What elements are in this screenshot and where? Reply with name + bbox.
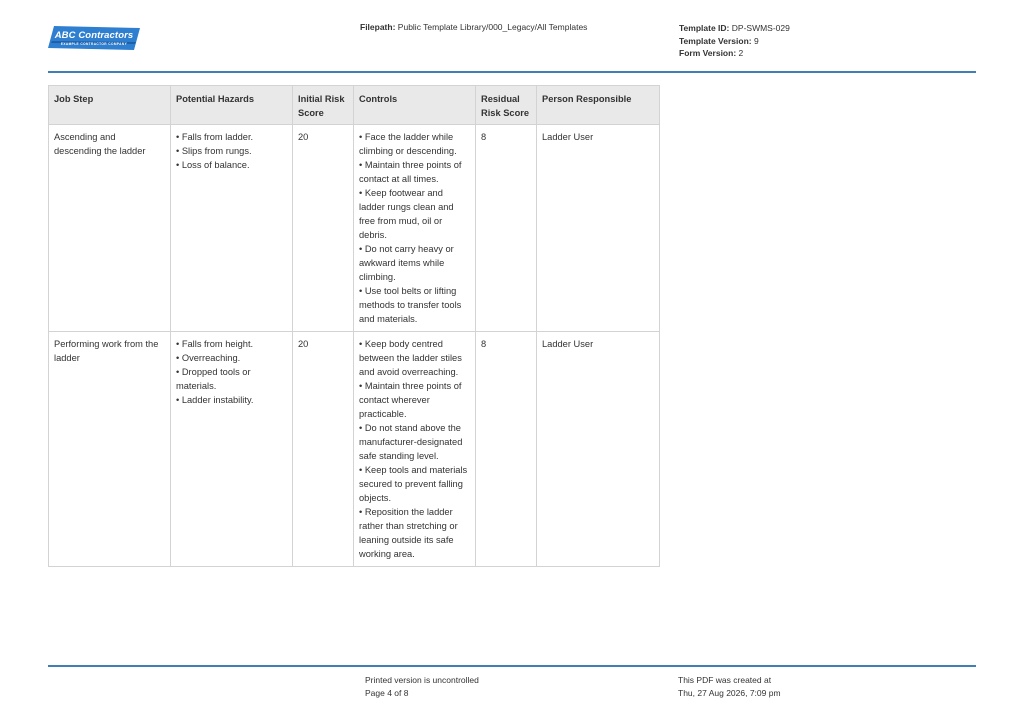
table-row [49,125,660,332]
control-item: • Maintain three points of contact wherever practicable. [359,381,462,419]
header-job-step: Job Step [49,86,171,125]
initial-risk-cell: 20 [293,332,354,567]
control-item: • Reposition the ladder rather than stretching or leaning outside its safe working area. [359,507,458,559]
residual-risk-cell: 8 [476,332,537,567]
template-id-value: DP-SWMS-029 [731,23,790,33]
hazard-item: • Dropped tools or materials. [176,367,251,391]
header-potential-hazards: Potential Hazards [171,86,293,125]
swms-table [48,85,660,567]
form-version [679,47,790,60]
filepath-value: Public Template Library/000_Legacy/All Templates [397,22,588,32]
control-item: • Use tool belts or lifting methods to transfer tools and materials. [359,286,462,324]
control-item: • Face the ladder while climbing or descending. [359,132,457,156]
initial-risk-cell: 20 [293,125,354,332]
control-item: • Keep footwear and ladder rungs clean and free from mud, oil or debris. [359,188,454,240]
control-item: • Keep body centred between the ladder stiles and avoid overreaching. [359,339,462,377]
control-item: • Do not carry heavy or awkward items while climbing. [359,244,454,282]
job-step-cell: Performing work from the ladder [49,332,171,567]
header-controls: Controls [354,86,476,125]
header-person-responsible: Person Responsible [537,86,660,125]
hazard-item: • Overreaching. [176,353,241,363]
residual-risk-cell: 8 [476,125,537,332]
hazards-cell [171,332,293,567]
person-responsible-cell: Ladder User [537,332,660,567]
hazard-item: • Ladder instability. [176,395,254,405]
form-version-label: Form Version: [679,48,737,58]
footer-page-info [365,674,479,699]
controls-cell [354,332,476,567]
hazard-item: • Slips from rungs. [176,146,252,156]
header-residual-risk: Residual Risk Score [476,86,537,125]
header-initial-risk: Initial Risk Score [293,86,354,125]
created-label: This PDF was created at [678,675,772,685]
person-responsible-cell: Ladder User [537,125,660,332]
table-header-row [49,86,660,125]
template-version-label: Template Version: [679,35,752,46]
control-item: • Maintain three points of contact at all times. [359,160,462,184]
control-item: • Do not stand above the manufacturer-designated safe standing level. [359,423,463,461]
hazards-cell [171,125,293,332]
template-version-value: 9 [753,35,759,46]
table-row [49,332,660,567]
footer-created-info [678,674,781,699]
job-step-cell: Ascending and descending the ladder [49,125,171,332]
control-item: • Keep tools and materials secured to prevent falling objects. [359,465,468,503]
page-number: Page 4 of 8 [365,687,409,698]
template-id [679,22,790,35]
controls-cell [354,125,476,332]
hazard-item: • Loss of balance. [176,160,250,170]
filepath-label: Filepath: [360,22,396,32]
template-version [679,35,790,48]
template-id-label: Template ID: [679,23,730,33]
logo-tagline: EXAMPLE CONTRACTOR COMPANY [60,42,128,46]
hazard-item: • Falls from height. [176,339,254,349]
template-meta [679,22,790,60]
company-logo [48,26,140,52]
uncontrolled-notice: Printed version is uncontrolled [365,675,479,685]
filepath [360,22,587,32]
hazard-item: • Falls from ladder. [176,132,254,142]
footer-divider [48,665,976,667]
header-divider [48,71,976,73]
created-timestamp: Thu, 27 Aug 2026, 7:09 pm [678,687,781,698]
logo-name: ABC Contractors [54,30,134,41]
form-version-value: 2 [738,48,744,58]
